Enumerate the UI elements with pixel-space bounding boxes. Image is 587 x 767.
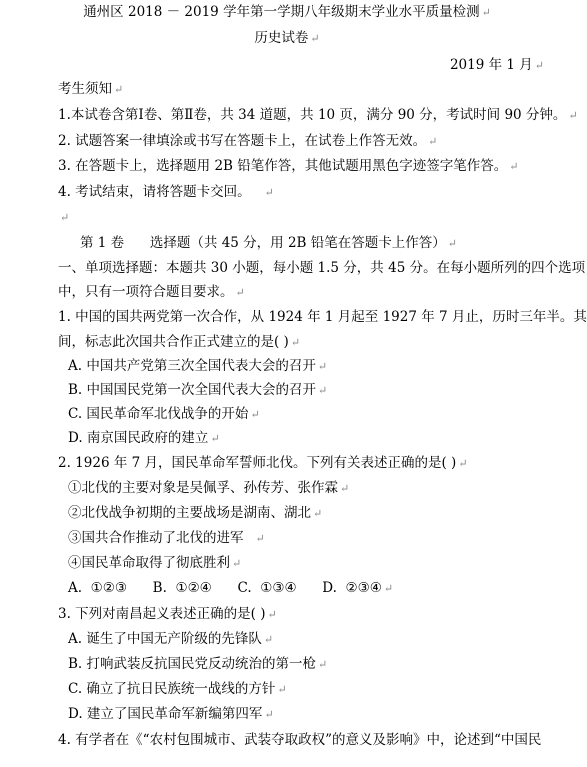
question-1-stem: 间，标志此次国共合作正式建立的是( ) ↵ xyxy=(58,334,301,350)
notice-item: 1.本试卷含第Ⅰ卷、第Ⅱ卷，共 34 道题，共 10 页，满分 90 分，考试时间 90 分钟。 ↵ xyxy=(58,107,578,123)
paragraph-mark-icon: ↵ xyxy=(277,683,287,696)
question-2-options: A. ①②③ B. ①②④ C. ①③④ D. ②③④ ↵ xyxy=(68,580,394,596)
document-title: 通州区 2018 － 2019 学年第一学期八年级期末学业水平质量检测 ↵ xyxy=(83,4,491,20)
question-1-option: D. 南京国民政府的建立 ↵ xyxy=(68,430,220,446)
question-3-stem: 3. 下列对南昌起义表述正确的是( ) ↵ xyxy=(58,606,277,622)
paragraph-mark-icon: ↵ xyxy=(568,109,578,122)
part1-instruction: 中，只有一项符合题目要求。 ↵ xyxy=(58,284,245,300)
question-1-option: A. 中国共产党第三次全国代表大会的召开 ↵ xyxy=(68,358,328,374)
paragraph-mark-icon: ↵ xyxy=(340,482,350,495)
notice-heading: 考生须知 ↵ xyxy=(58,81,124,97)
paragraph-mark-icon: ↵ xyxy=(267,608,277,621)
exam-date: 2019 年 1 月 ↵ xyxy=(449,57,544,73)
paragraph-mark-icon: ↵ xyxy=(210,432,220,445)
paragraph-mark-icon: ↵ xyxy=(264,708,274,721)
subject-title: 历史试卷 ↵ xyxy=(254,30,320,46)
paragraph-mark-icon: ↵ xyxy=(263,633,274,646)
paragraph-mark-icon: ↵ xyxy=(250,408,260,421)
question-3-option: B. 打响武装反抗国民党反动统治的第一枪 ↵ xyxy=(68,656,328,672)
question-2-stem: 2. 1926 年 7 月，国民革命军誓师北伐。下列有关表述正确的是( ) ↵ xyxy=(58,455,468,471)
part1-instruction: 一、单项选择题：本题共 30 小题，每小题 1.5 分，共 45 分。在每小题所列的四个选项 xyxy=(58,260,586,276)
notice-item: 4. 考试结束，请将答题卡交回。 ↵ xyxy=(58,184,274,200)
paragraph-mark-icon: ↵ xyxy=(534,59,544,72)
paragraph-mark-icon: ↵ xyxy=(255,532,265,545)
paragraph-mark-icon: ↵ xyxy=(290,336,301,349)
notice-item: 2. 试题答案一律填涂或书写在答题卡上，在试卷上作答无效。 ↵ xyxy=(58,133,438,149)
paragraph-mark-icon: ↵ xyxy=(509,160,519,173)
empty-paragraph xyxy=(58,208,69,227)
paragraph-mark-icon: ↵ xyxy=(317,360,328,373)
paragraph-mark-icon: ↵ xyxy=(318,658,328,671)
question-3-option: A. 诞生了中国无产阶级的先锋队 ↵ xyxy=(68,631,274,647)
notice-item: 3. 在答题卡上，选择题用 2B 铅笔作答，其他试题用黑色字迹签字笔作答。 ↵ xyxy=(58,158,519,174)
paragraph-mark-icon: ↵ xyxy=(428,135,438,148)
question-2-statement: ④国民革命取得了彻底胜利 ↵ xyxy=(68,555,242,571)
question-4-stem: 4. 有学者在《“农村包围城市、武装夺取政权”的意义及影响》中，论述到“中国民 xyxy=(58,732,542,748)
part1-title: 第 1 卷 选择题（共 45 分，用 2B 铅笔在答题卡上作答） ↵ xyxy=(80,235,457,251)
paragraph-mark-icon: ↵ xyxy=(383,582,394,595)
question-3-option: D. 建立了国民革命军新编第四军 ↵ xyxy=(68,706,274,722)
paragraph-mark-icon: ↵ xyxy=(318,384,328,397)
paragraph-mark-icon: ↵ xyxy=(60,211,70,224)
question-2-statement: ①北伐的主要对象是吴佩孚、孙传芳、张作霖 ↵ xyxy=(68,480,350,496)
paragraph-mark-icon: ↵ xyxy=(481,6,491,19)
paragraph-mark-icon: ↵ xyxy=(232,557,242,570)
paragraph-mark-icon: ↵ xyxy=(264,186,274,199)
question-1-option: C. 国民革命军北伐战争的开始 ↵ xyxy=(68,406,260,422)
question-1-stem: 1. 中国的国共两党第一次合作，从 1924 年 1 月起至 1927 年 7 月止，历时三年半。其 xyxy=(58,309,587,325)
paragraph-mark-icon: ↵ xyxy=(235,286,245,299)
paragraph-mark-icon: ↵ xyxy=(447,237,457,250)
question-2-statement: ③国共合作推动了北伐的进军 ↵ xyxy=(68,530,265,546)
question-3-option: C. 确立了抗日民族统一战线的方针 ↵ xyxy=(68,681,287,697)
paragraph-mark-icon: ↵ xyxy=(114,83,124,96)
paragraph-mark-icon: ↵ xyxy=(313,507,323,520)
paragraph-mark-icon: ↵ xyxy=(310,32,320,45)
paragraph-mark-icon: ↵ xyxy=(458,457,468,470)
question-1-option: B. 中国国民党第一次全国代表大会的召开 ↵ xyxy=(68,382,328,398)
question-2-statement: ②北伐战争初期的主要战场是湖南、湖北 ↵ xyxy=(68,505,323,521)
